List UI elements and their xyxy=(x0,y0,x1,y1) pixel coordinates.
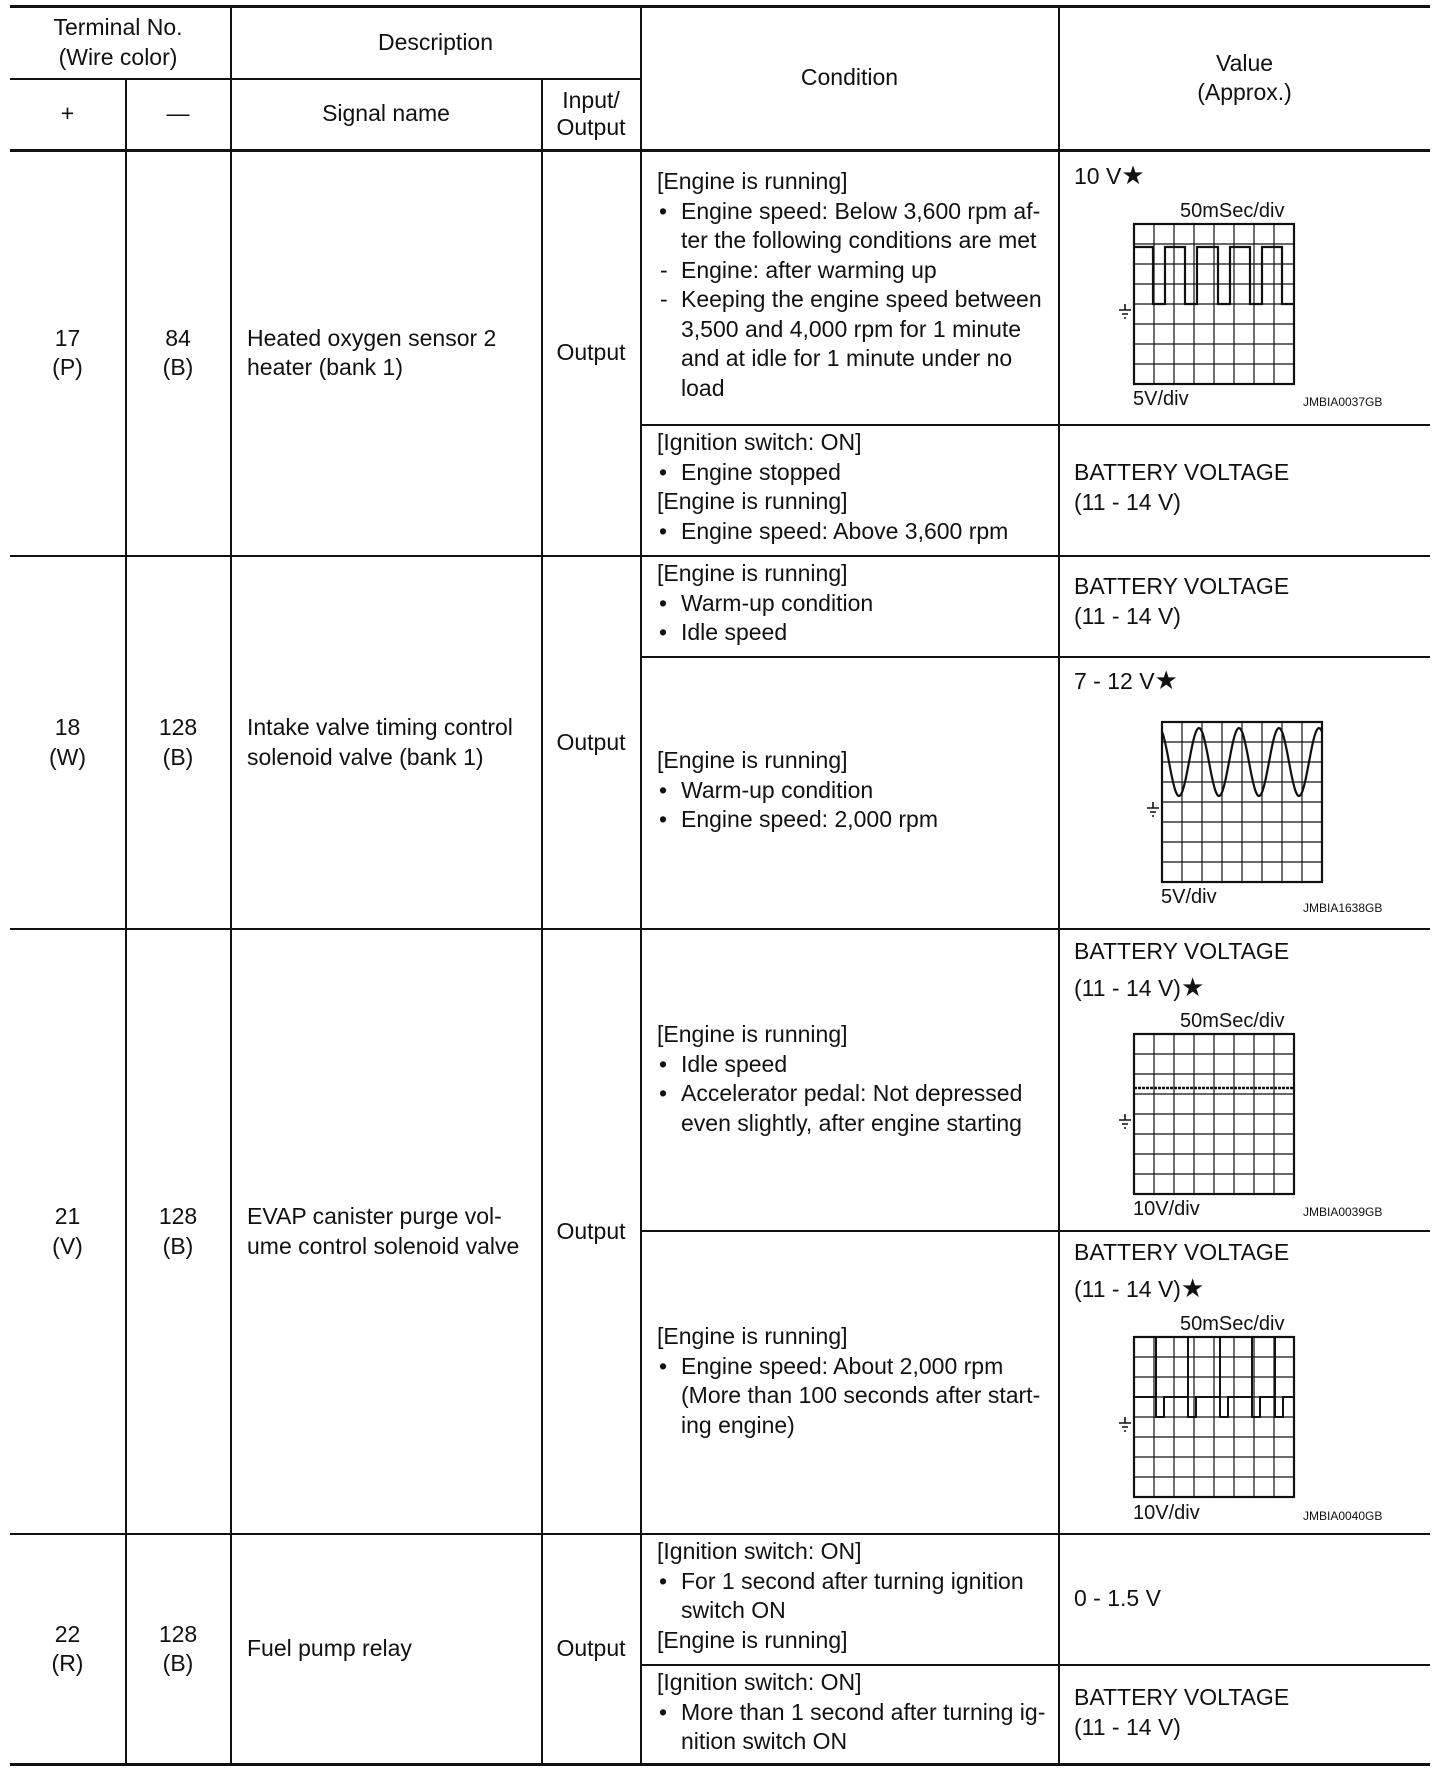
condition-heading: [Ignition switch: ON] xyxy=(657,429,862,455)
star-icon: ★ xyxy=(1180,972,1205,1002)
condition-continuation: ing engine) xyxy=(681,1411,795,1438)
row17-condition-1 xyxy=(641,167,1058,403)
condition-continuation: ter the following conditions are met xyxy=(681,227,1037,253)
header-input-output xyxy=(542,79,640,149)
condition-heading: [Engine is running] xyxy=(657,1021,848,1047)
condition-continuation: switch ON xyxy=(681,1597,786,1623)
oscilloscope-grid xyxy=(1115,222,1300,390)
row17-split-rule xyxy=(641,424,1430,426)
row22-condition-2 xyxy=(641,1668,1058,1757)
header-wire-color: (Wire color) xyxy=(58,43,178,70)
oscilloscope-grid xyxy=(1115,1032,1300,1200)
row22-value-2 xyxy=(1059,1683,1289,1742)
figure-id: JMBIA0037GB xyxy=(1303,395,1383,409)
value-text: BATTERY VOLTAGE xyxy=(1074,1684,1290,1710)
row21-signal-name xyxy=(247,930,541,1533)
row17-value-2 xyxy=(1059,458,1289,517)
condition-bullet: • Idle speed xyxy=(657,1050,1058,1080)
row22-condition-1 xyxy=(641,1537,1058,1655)
condition-bullet: • Accelerator pedal: Not depressed xyxy=(657,1079,1058,1109)
value-text: 7 - 12 V xyxy=(1074,668,1155,694)
row21-plus-terminal xyxy=(10,930,125,1533)
io-label: Output xyxy=(556,1635,626,1662)
condition-bullet: • Engine speed: 2,000 rpm xyxy=(657,805,1058,835)
signal-name-line: ume control solenoid valve xyxy=(247,1232,520,1259)
value-text: BATTERY VOLTAGE xyxy=(1074,1239,1290,1265)
signal-name-line: Intake valve timing control xyxy=(247,714,513,740)
condition-continuation: nition switch ON xyxy=(681,1728,848,1754)
value-text: (11 - 14 V) xyxy=(1074,1276,1181,1302)
star-icon: ★ xyxy=(1154,665,1178,695)
condition-bullet: • Warm-up condition xyxy=(657,589,1058,619)
header-io-line1: Input/ xyxy=(562,87,620,113)
row21-value-1 xyxy=(1059,933,1289,1006)
condition-bullet: • Engine stopped xyxy=(657,458,1058,488)
scope-sine-wave-18 xyxy=(1143,720,1328,888)
terminal-number: 18 xyxy=(54,714,81,740)
condition-bullet: • More than 1 second after turning ig- xyxy=(657,1698,1058,1728)
value-text: 10 V xyxy=(1074,163,1122,189)
scope-flat-line-21a xyxy=(1115,1032,1300,1200)
row18-plus-terminal xyxy=(10,557,125,928)
value-text: (11 - 14 V) xyxy=(1074,488,1181,515)
terminal-number: 22 xyxy=(54,1620,81,1647)
header-terminal xyxy=(10,7,226,78)
figure-id: JMBIA1638GB xyxy=(1303,901,1383,915)
wire-color: (V) xyxy=(52,1232,83,1259)
condition-heading: [Engine is running] xyxy=(657,1323,848,1349)
header-condition-label: Condition xyxy=(800,64,899,91)
table-bottom-rule xyxy=(10,1763,1430,1766)
scope-time-div: 50mSec/div xyxy=(1180,200,1285,222)
wire-color: (P) xyxy=(52,354,83,380)
value-text: BATTERY VOLTAGE xyxy=(1074,573,1290,599)
wire-color: (R) xyxy=(51,1650,84,1676)
value-text: (11 - 14 V) xyxy=(1074,1713,1181,1740)
signal-name-line: solenoid valve (bank 1) xyxy=(247,743,484,770)
header-plus-label: + xyxy=(60,100,75,127)
header-minus xyxy=(126,79,230,149)
signal-name-line: Heated oxygen sensor 2 xyxy=(247,324,497,351)
header-io-line2: Output xyxy=(556,114,626,140)
row21-minus-terminal xyxy=(126,930,230,1533)
row18-io xyxy=(542,557,640,928)
header-description xyxy=(231,7,640,78)
terminal-number: 21 xyxy=(54,1203,81,1229)
condition-bullet: • Idle speed xyxy=(657,618,1058,648)
row17-plus-terminal xyxy=(10,151,125,555)
row17-value-1 xyxy=(1059,161,1145,192)
row17-signal-name xyxy=(247,151,541,555)
wire-color: (B) xyxy=(162,1650,194,1676)
row22-plus-terminal xyxy=(10,1535,125,1763)
header-value-line1: Value xyxy=(1215,49,1274,76)
header-minus-label: — xyxy=(166,100,190,127)
header-condition xyxy=(641,7,1058,149)
condition-bullet: • For 1 second after turning ignition xyxy=(657,1567,1058,1597)
scope-volt-div: 5V/div xyxy=(1161,886,1217,908)
row21-condition-2 xyxy=(641,1322,1058,1440)
header-value-line2: (Approx.) xyxy=(1197,79,1292,105)
terminal-number: 84 xyxy=(165,324,191,351)
condition-bullet: • Engine speed: About 2,000 rpm xyxy=(657,1352,1058,1382)
header-signal-name xyxy=(231,79,541,149)
signal-name-line: Fuel pump relay xyxy=(247,1635,412,1662)
condition-continuation: and at idle for 1 minute under no xyxy=(681,345,1013,371)
col-rule-condition-value xyxy=(1058,5,1060,1764)
row18-minus-terminal xyxy=(126,557,230,928)
row22-io xyxy=(542,1535,640,1763)
terminal-number: 128 xyxy=(158,714,198,740)
terminal-number: 17 xyxy=(54,324,81,351)
row18-signal-name xyxy=(247,557,541,928)
figure-id: JMBIA0040GB xyxy=(1303,1509,1383,1523)
scope-volt-div: 5V/div xyxy=(1133,388,1189,410)
row22-split-rule xyxy=(641,1664,1430,1666)
row21-split-rule xyxy=(641,1230,1430,1232)
signal-name-line: EVAP canister purge vol- xyxy=(247,1203,502,1229)
row17-minus-terminal xyxy=(126,151,230,555)
condition-heading: [Engine is running] xyxy=(657,488,848,514)
scope-volt-div: 10V/div xyxy=(1133,1502,1200,1524)
oscilloscope-grid xyxy=(1115,1335,1300,1503)
condition-continuation: even slightly, after engine starting xyxy=(681,1109,1022,1136)
value-text: BATTERY VOLTAGE xyxy=(1074,938,1290,964)
io-label: Output xyxy=(556,339,626,366)
condition-heading: [Engine is running] xyxy=(657,560,848,586)
io-label: Output xyxy=(556,1217,626,1244)
row17-condition-2 xyxy=(641,428,1058,546)
condition-heading: [Ignition switch: ON] xyxy=(657,1538,862,1564)
condition-bullet: • Engine speed: Below 3,600 rpm af- xyxy=(657,197,1058,227)
value-text: (11 - 14 V) xyxy=(1074,602,1181,629)
signal-name-line: heater (bank 1) xyxy=(247,354,403,380)
row18-value-1 xyxy=(1059,572,1289,631)
condition-bullet: • Engine speed: Above 3,600 rpm xyxy=(657,517,1058,547)
row21-condition-1 xyxy=(641,1020,1058,1138)
col-rule-terminal-desc xyxy=(230,5,232,1764)
scope-volt-div: 10V/div xyxy=(1133,1198,1200,1220)
condition-continuation: (More than 100 seconds after start- xyxy=(681,1382,1041,1408)
condition-continuation: load xyxy=(681,374,725,401)
value-text: 0 - 1.5 V xyxy=(1074,1585,1161,1611)
terminal-number: 128 xyxy=(158,1620,198,1647)
header-description-label: Description xyxy=(377,28,494,55)
wire-color: (B) xyxy=(162,354,194,380)
wire-color: (B) xyxy=(162,1232,194,1259)
header-value xyxy=(1059,7,1430,149)
header-signal-name-label: Signal name xyxy=(322,100,450,127)
wire-color: (W) xyxy=(48,743,87,770)
row18-condition-1 xyxy=(641,559,1058,648)
scope-square-wave-17 xyxy=(1115,222,1300,390)
condition-continuation: 3,500 and 4,000 rpm for 1 minute xyxy=(681,315,1022,342)
row22-signal-name xyxy=(247,1535,541,1763)
condition-heading: [Engine is running] xyxy=(657,168,848,194)
row18-value-2 xyxy=(1059,666,1178,697)
scope-time-div: 50mSec/div xyxy=(1180,1313,1285,1335)
scope-pulse-wave-21b xyxy=(1115,1335,1300,1503)
value-text: (11 - 14 V) xyxy=(1074,975,1181,1001)
scope-time-div: 50mSec/div xyxy=(1180,1010,1285,1032)
terminal-number: 128 xyxy=(158,1203,198,1229)
row18-split-rule xyxy=(641,656,1430,658)
wire-color: (B) xyxy=(162,743,194,770)
header-plus xyxy=(10,79,125,149)
row21-io xyxy=(542,930,640,1533)
condition-dash-item: - Keeping the engine speed between xyxy=(657,285,1058,315)
row22-minus-terminal xyxy=(126,1535,230,1763)
star-icon: ★ xyxy=(1121,160,1145,190)
row17-io xyxy=(542,151,640,555)
condition-heading: [Ignition switch: ON] xyxy=(657,1669,862,1695)
star-icon: ★ xyxy=(1180,1273,1205,1303)
condition-dash-item: - Engine: after warming up xyxy=(657,256,1058,286)
figure-id: JMBIA0039GB xyxy=(1303,1205,1383,1219)
condition-heading: [Engine is running] xyxy=(657,1626,848,1653)
io-label: Output xyxy=(556,728,626,755)
row18-condition-2 xyxy=(641,746,1058,835)
condition-heading: [Engine is running] xyxy=(657,747,848,773)
header-terminal-title: Terminal No. xyxy=(53,14,183,40)
row21-value-2 xyxy=(1059,1234,1289,1307)
value-text: BATTERY VOLTAGE xyxy=(1074,459,1290,485)
oscilloscope-grid xyxy=(1143,720,1328,888)
row22-value-1 xyxy=(1059,1584,1161,1614)
condition-bullet: • Warm-up condition xyxy=(657,776,1058,806)
